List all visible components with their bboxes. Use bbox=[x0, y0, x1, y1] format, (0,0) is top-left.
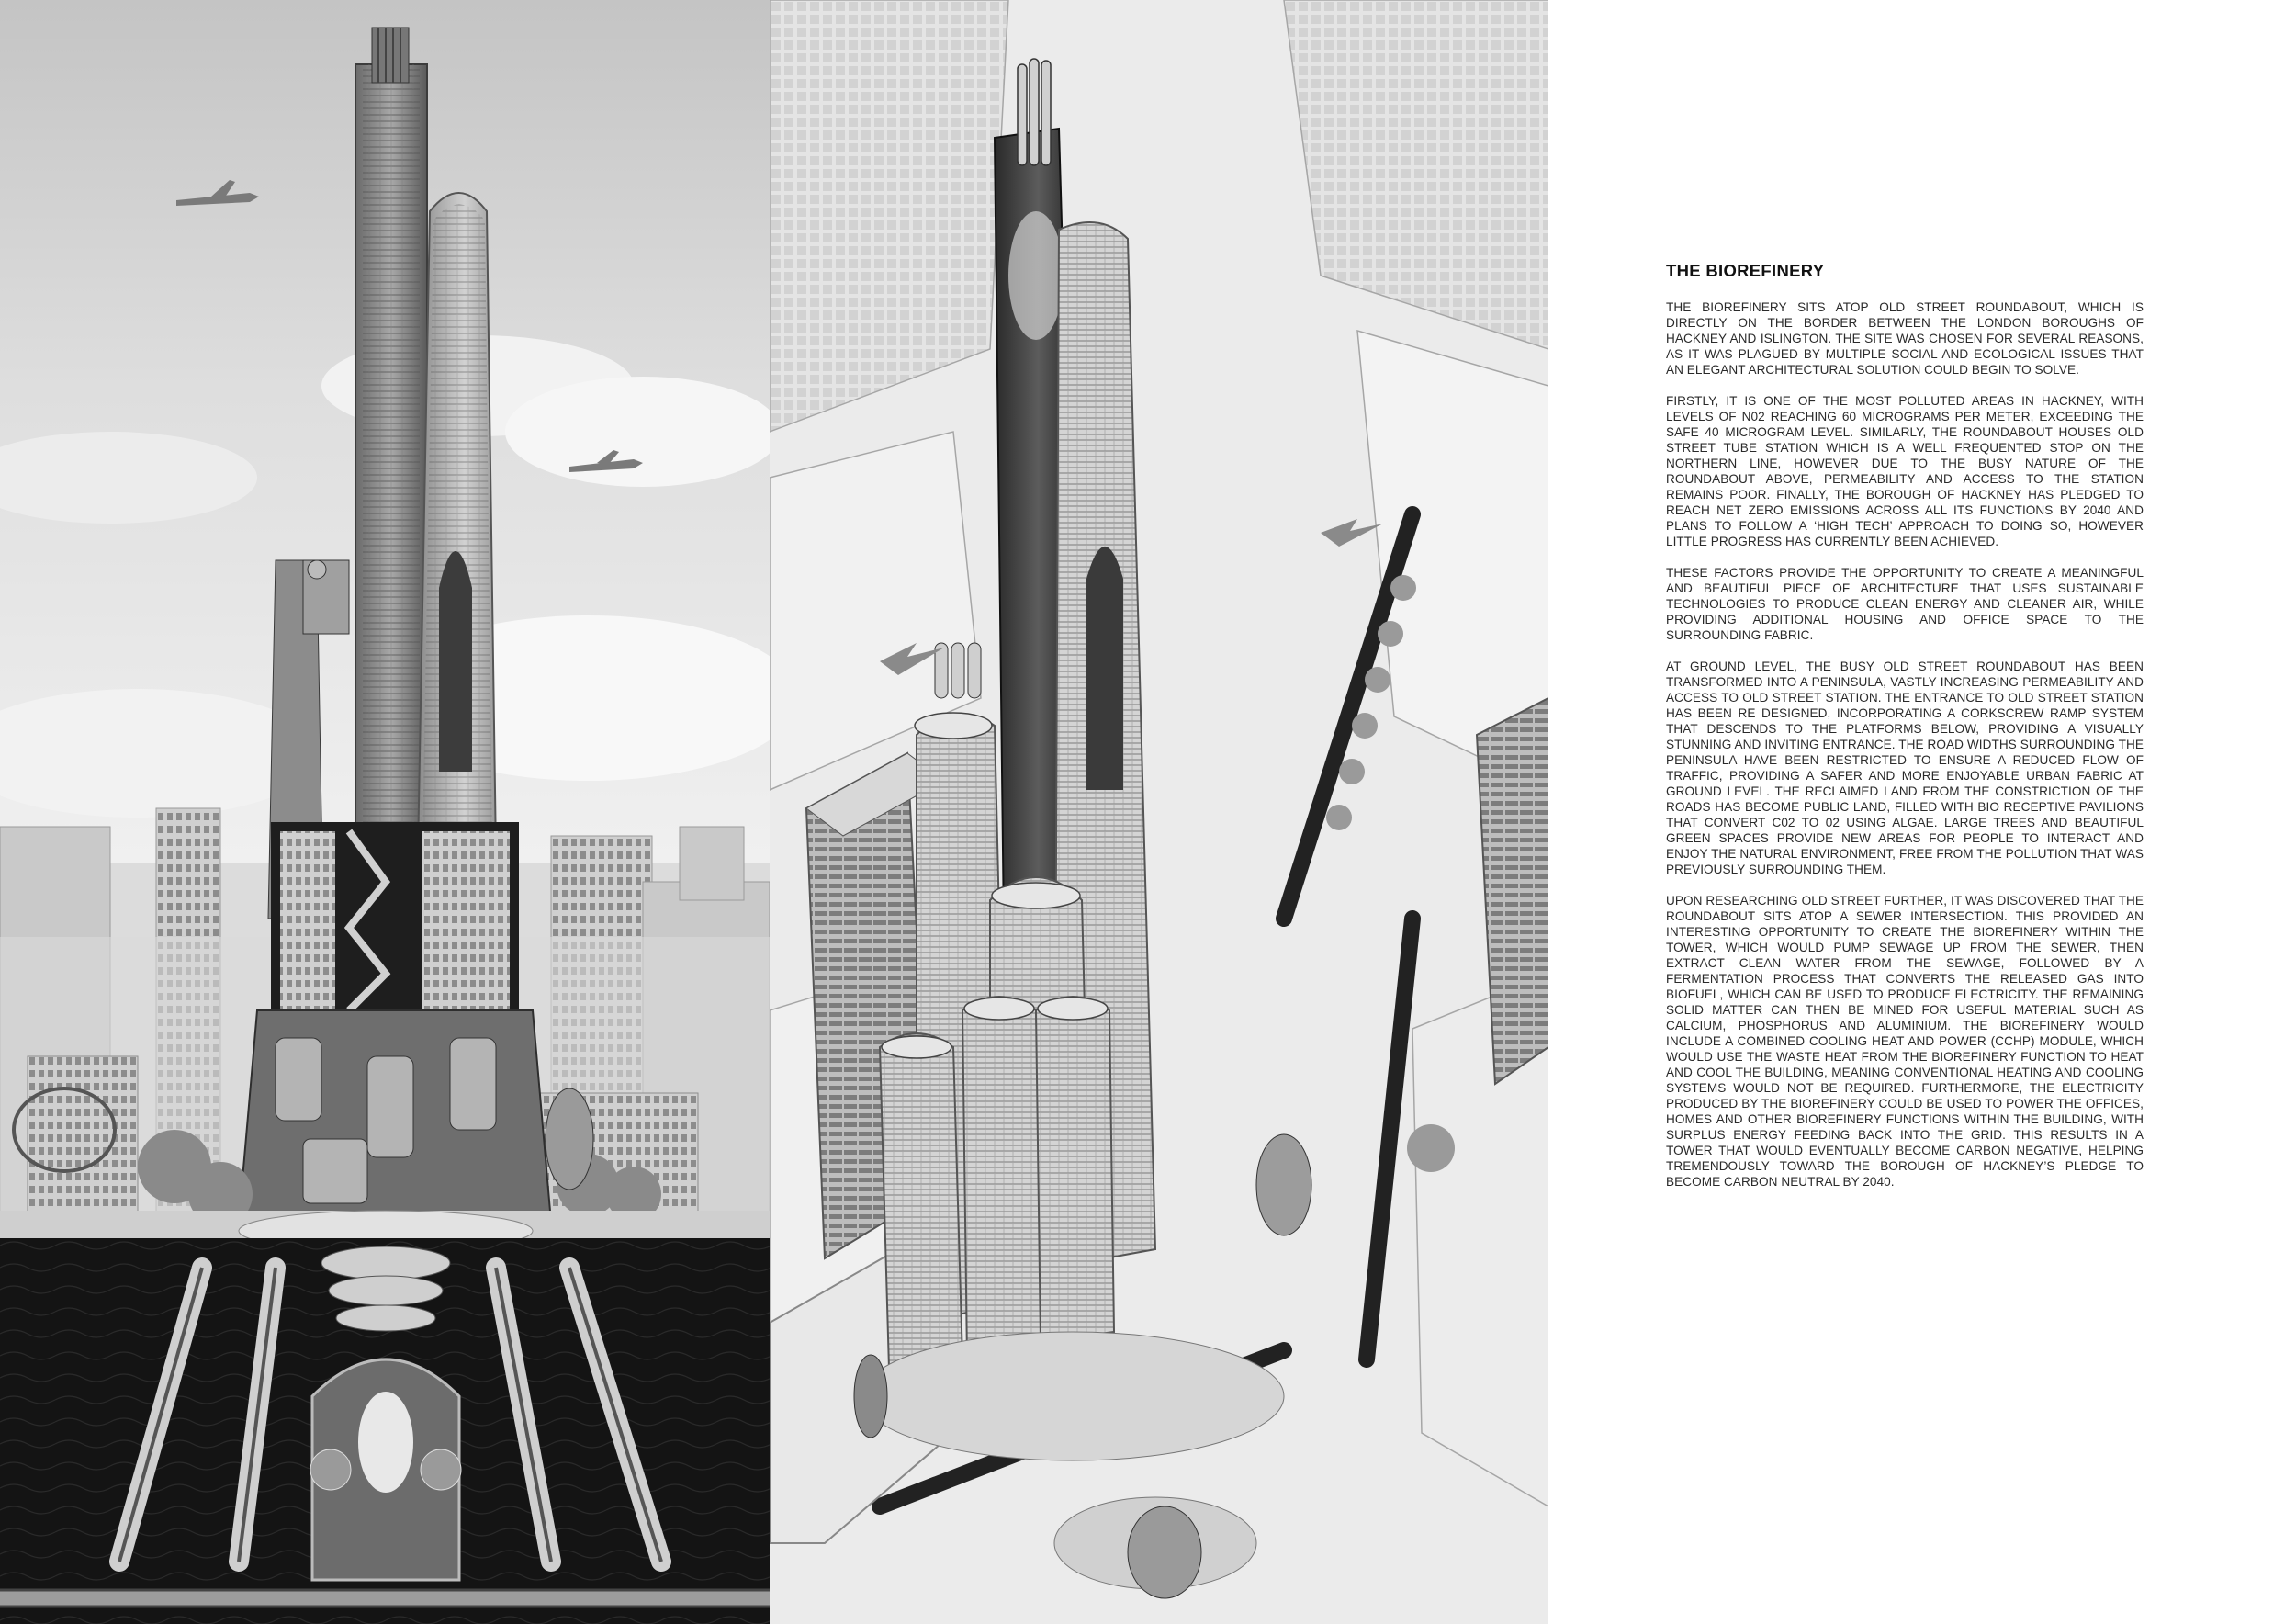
text-column bbox=[1666, 260, 2144, 1205]
paragraph-pollution-issues: FIRSTLY, IT IS ONE OF THE MOST POLLUTED AREAS IN HACKNEY, WITH LEVELS OF N02 REACHING 60 MICROGRAMS PER METER, EXCEEDING THE SAFE 40 MICROGRAM LEVEL. SIMILARLY, THE ROUNDABOUT HOUSES OLD STREET TUBE STATION WHICH IS A WELL FREQUENTED STOP ON THE NORTHERN LINE, HOWEVER DUE TO THE BUSY NATURE OF THE ROUNDABOUT ABOVE, PERMEABILITY AND ACCESS TO THE STATION REMAINS POOR. FINALLY, THE BOROUGH OF HACKNEY HAS PLEDGED TO REACH NET ZERO EMISSIONS ACROSS ALL ITS FUNCTIONS BY 2040 AND PLANS TO FOLLOW A ‘HIGH TECH’ APPROACH TO DOING SO, HOWEVER LITTLE PROGRESS HAS CURRENTLY BEEN ACHIEVED. bbox=[1666, 394, 2144, 548]
paragraph-opportunity: THESE FACTORS PROVIDE THE OPPORTUNITY TO CREATE A MEANINGFUL AND BEAUTIFUL PIECE OF ARCHITECTURE THAT USES SUSTAINABLE TECHNOLOGIES TO PRODUCE CLEAN ENERGY AND CLEANER AIR, WHILE PROVIDING ADDITIONAL HOUSING AND OFFICE SPACE TO THE SURROUNDING FABRIC. bbox=[1666, 566, 2144, 642]
paragraph-site-intro: THE BIOREFINERY SITS ATOP OLD STREET ROUNDABOUT, WHICH IS DIRECTLY ON THE BORDER BETWEEN THE LONDON BOROUGHS OF HACKNEY AND ISLINGTON. THE SITE WAS CHOSEN FOR SEVERAL REASONS, AS IT WAS PLAGUED BY MULTIPLE SOCIAL AND ECOLOGICAL ISSUES THAT AN ELEGANT ARCHITECTURAL SOLUTION COULD BEGIN TO SOLVE. bbox=[1666, 300, 2144, 377]
paragraph-ground-level: AT GROUND LEVEL, THE BUSY OLD STREET ROUNDABOUT HAS BEEN TRANSFORMED INTO A PENINSULA, VASTLY INCREASING PERMEABILITY AND ACCESS TO OLD STREET STATION. THE ENTRANCE TO OLD STREET STATION HAS BEEN RE DESIGNED, INCORPORATING A CORKSCREW RAMP SYSTEM THAT DESCENDS TO THE PLATFORMS BELOW, PROVIDING A VISUALLY STUNNING AND INVITING ENTRANCE. THE ROAD WIDTHS SURROUNDING THE PENINSULA HAVE BEEN RESTRICTED TO ENSURE A REDUCED FLOW OF TRAFFIC, PROVIDING A SAFER AND MORE ENJOYABLE URBAN FABRIC AT GROUND LEVEL. THE RECLAIMED LAND FROM THE CONSTRICTION OF THE ROADS HAS BECOME PUBLIC LAND, FILLED WITH BIO RECEPTIVE PAVILIONS THAT CONVERT C02 TO 02 USING ALGAE. LARGE TREES AND BEAUTIFUL GREEN SPACES PROVIDE NEW AREAS FOR PEOPLE TO INTERACT AND ENJOY THE NATURAL ENVIRONMENT, FREE FROM THE POLLUTION THAT WAS PREVIOUSLY SURROUNDING THEM. bbox=[1666, 660, 2144, 876]
aerial-render-image bbox=[770, 0, 1548, 1624]
paragraph-biorefinery-process: UPON RESEARCHING OLD STREET FURTHER, IT WAS DISCOVERED THAT THE ROUNDABOUT SITS ATOP A SEWER INTERSECTION. THIS PROVIDED AN INTERESTING OPPORTUNITY TO CREATE THE BIOREFINERY WITHIN THE TOWER, WHICH WOULD PUMP SEWAGE UP FROM THE SEWER, THEN EXTRACT CLEAN WATER FROM THE SEWAGE, FOLLOWED BY A FERMENTATION PROCESS THAT CONVERTS THE RELEASED GAS INTO BIOFUEL, WHICH CAN BE USED TO PRODUCE ELECTRICITY. THE REMAINING SOLID MATTER CAN THEN BE MINED FOR USEFUL MATERIAL SUCH AS CALCIUM, PHOSPHORUS AND ALUMINIUM. THE BIOREFINERY WOULD INCLUDE A COMBINED COOLING HEAT AND POWER (CCHP) MODULE, WHICH WOULD USE THE WASTE HEAT FROM THE BIOREFINERY FUNCTION TO HEAT AND COOL THE BUILDING, MEANING CONVENTIONAL HEATING AND COOLING SYSTEMS WOULD NOT BE REQUIRED. FURTHERMORE, THE ELECTRICITY PRODUCED BY THE BIOREFINERY COULD BE USED TO POWER THE OFFICES, HOMES AND OTHER BIOREFINERY FUNCTIONS WITHIN THE BUILDING, WITH SURPLUS ENERGY FEEDING BACK INTO THE GRID. THIS RESULTS IN A TOWER THAT WOULD EVENTUALLY BECOME CARBON NEGATIVE, HELPING TREMENDOUSLY TOWARD THE BOROUGH OF HACKNEY’S PLEDGE TO BECOME CARBON NEUTRAL BY 2040. bbox=[1666, 894, 2144, 1189]
section-render-image bbox=[0, 0, 770, 1624]
document-title: THE BIOREFINERY bbox=[1666, 261, 1825, 280]
